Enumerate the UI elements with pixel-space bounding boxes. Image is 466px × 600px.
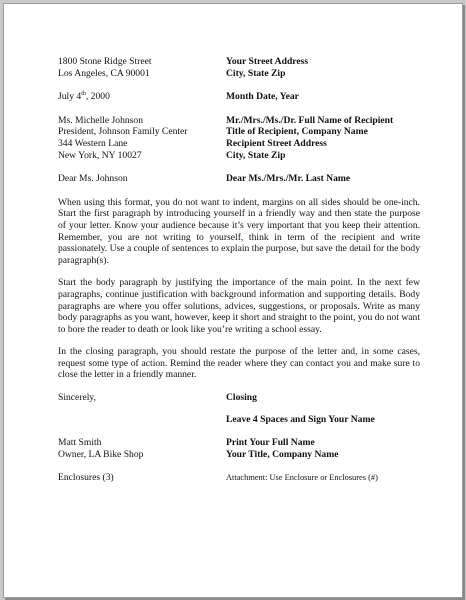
signer-block xyxy=(58,437,420,460)
enclosure-row xyxy=(58,472,420,484)
recipient-city: New York, NY 10027 xyxy=(58,149,142,161)
body-paragraph-1: When using this format, you do not want to indent, margins on all sides should be one-inch. Start the first paragraph by introducing yourself in a friendly way and then state the purpose of your letter. Know your audience because it’s very important that you keep their attention. Remember, you are not writing to yourself, think in term of the recipient and write passionately. Use a couple of sentences to explain the purpose, but save the detail for the body paragraph(s). xyxy=(58,196,420,266)
template-recipient-city: City, State Zip xyxy=(226,149,286,161)
template-city: City, State Zip xyxy=(226,67,286,79)
salutation: Dear Ms. Johnson xyxy=(58,173,128,185)
body-paragraph-2: Start the body paragraph by justifying the importance of the main point. In the next few paragraphs, continue justification with background information and supporting details. Body paragraphs are where you offer solutions, advices, suggestions, or proposals. Write as many body paragraphs as you want, however, keep it short and straight to the point, you do not want to bore the reader to death or look like you’re writing a school essay. xyxy=(58,277,420,335)
letter-content xyxy=(58,56,420,484)
letter-date xyxy=(58,91,226,103)
recipient-block xyxy=(58,115,420,161)
signature-note: Leave 4 Spaces and Sign Your Name xyxy=(226,413,375,425)
recipient-street: 344 Western Lane xyxy=(58,137,128,149)
template-date: Month Date, Year xyxy=(226,91,299,103)
sender-street: 1800 Stone Ridge Street xyxy=(58,56,152,67)
template-attachment: Attachment: Use Enclosure or Enclosures (#) xyxy=(226,473,378,483)
template-print-name: Print Your Full Name xyxy=(226,437,315,449)
letter-page xyxy=(3,3,463,598)
recipient-name: Ms. Michelle Johnson xyxy=(58,114,144,126)
closing-block xyxy=(58,392,420,425)
date-main: July 4 xyxy=(58,91,82,103)
closing: Sincerely, xyxy=(58,392,97,404)
template-salutation: Dear Ms./Mrs./Mr. Last Name xyxy=(226,173,351,185)
enclosures: Enclosures (3) xyxy=(58,472,114,484)
salutation-block xyxy=(58,173,420,185)
recipient-title: President, Johnson Family Center xyxy=(58,126,188,138)
template-closing: Closing xyxy=(226,392,257,404)
address-block xyxy=(58,56,420,79)
template-recipient-street: Recipient Street Address xyxy=(226,137,327,149)
template-title-company: Your Title, Company Name xyxy=(226,448,339,460)
template-recipient-name: Mr./Mrs./Ms./Dr. Full Name of Recipient xyxy=(226,114,394,126)
sender-city: Los Angeles, CA 90001 xyxy=(58,67,150,79)
date-year: , 2000 xyxy=(85,91,110,103)
signer-name: Matt Smith xyxy=(58,437,102,449)
date-suffix: th xyxy=(81,91,86,97)
signer-title: Owner, LA Bike Shop xyxy=(58,448,144,460)
template-street: Your Street Address xyxy=(226,56,309,67)
template-recipient-title: Title of Recipient, Company Name xyxy=(226,126,368,138)
date-block xyxy=(58,91,420,103)
body-paragraph-3: In the closing paragraph, you should restate the purpose of the letter and, in some cases, request some type of action. Remind the reader where they can contact you and make sure to close the letter in a friendly manner. xyxy=(58,346,420,381)
